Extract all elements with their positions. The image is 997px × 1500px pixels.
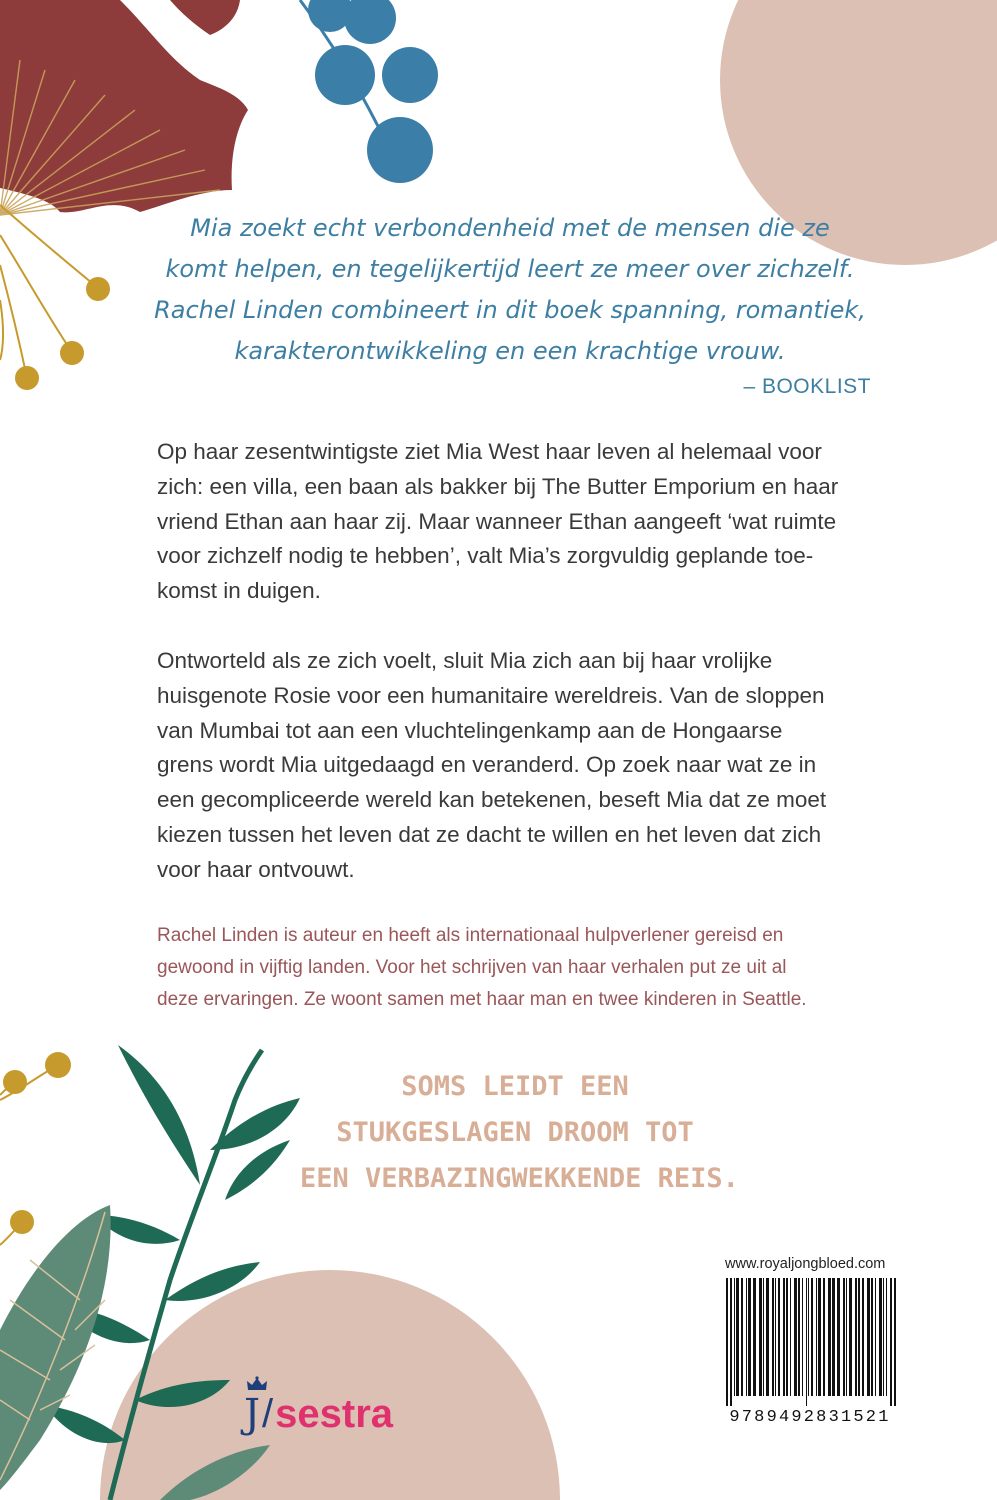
blurb-line: kiezen tussen het leven dat ze dacht te willen en het leven dat zich [157, 821, 822, 847]
logo-j [244, 1376, 260, 1436]
barcode-bar [790, 1278, 791, 1396]
barcode-bar [849, 1278, 852, 1396]
barcode-bar [846, 1278, 847, 1396]
barcode-bar [741, 1278, 743, 1396]
blurb-paragraph-1 [157, 435, 857, 609]
quote-line: Mia zoekt echt verbondenheid met de mensen die ze [190, 214, 830, 242]
blurb-paragraph-2 [157, 644, 857, 888]
bio-line: Rachel Linden is auteur en heeft als internationaal hulpverlener gereisd en [157, 925, 784, 946]
barcode-bar [837, 1278, 840, 1396]
barcode-bar [828, 1278, 831, 1396]
bio-line: deze ervaringen. Ze woont samen met haar man en twee kinderen in Seattle. [157, 989, 807, 1010]
blurb-line: zich: een villa, een baan als bakker bij The Butter Emporium en haar [157, 473, 839, 499]
tagline-line: SOMS LEIDT EEN [401, 1071, 629, 1102]
blurb-line: vriend Ethan aan haar zij. Maar wanneer Ethan aangeeft ‘wat ruimte [157, 508, 837, 534]
barcode-bar [823, 1278, 825, 1396]
barcode-bar [832, 1278, 835, 1396]
barcode-bar [806, 1278, 807, 1406]
barcode-bar [794, 1278, 797, 1396]
eucalyptus-branch-icon [300, 0, 438, 183]
barcode-bar [855, 1278, 857, 1396]
bio-line: gewoond in vijftig landen. Voor het schrijven van haar verhalen put ze uit al [157, 957, 787, 978]
barcode-bar [890, 1278, 892, 1406]
barcode-bar [778, 1278, 780, 1396]
barcode-bar [736, 1278, 739, 1396]
tagline-line: STUKGESLAGEN DROOM TOT [336, 1117, 694, 1148]
barcode-bars-icon [712, 1278, 908, 1406]
isbn-number: 9789492831521 [729, 1408, 891, 1427]
barcode-bar [734, 1278, 735, 1396]
blurb-line: voor haar ontvouwt. [157, 856, 355, 882]
barcode-bar [730, 1278, 732, 1406]
blurb-line: voor zichzelf nodig te hebben’, valt Mia’s zorgvuldig geplande toe- [157, 543, 814, 569]
barcode-bar [759, 1278, 762, 1396]
barcode-bar [875, 1278, 876, 1396]
blurb-line: Ontworteld als ze zich voelt, sluit Mia zich aan bij haar vrolijke [157, 648, 773, 673]
tagline-line: EEN VERBAZINGWEKKENDE REIS. [300, 1163, 739, 1194]
barcode-bar [843, 1278, 845, 1396]
barcode-bar [818, 1278, 821, 1396]
barcode-bar [886, 1278, 887, 1396]
berry-dots-bottom [3, 1052, 71, 1234]
barcode-bar [871, 1278, 873, 1396]
blurb-line: huisgenote Rosie voor een humanitaire wereldreis. Van de sloppen [157, 682, 825, 708]
barcode-bar [746, 1278, 747, 1396]
barcode-bar [811, 1278, 813, 1396]
barcode-bar [879, 1278, 882, 1396]
barcode-bar [753, 1278, 756, 1396]
barcode-bar [775, 1278, 776, 1396]
blurb-line: grens wordt Mia uitgedaagd en veranderd. Op zoek naar wat ze in [157, 752, 817, 778]
quote-line: karakterontwikkeling en een krachtige vrouw. [234, 337, 786, 365]
publisher-url: www.royaljongbloed.com [725, 1256, 886, 1272]
barcode-bar [783, 1278, 785, 1396]
barcode-bar [772, 1278, 774, 1396]
isbn-barcode [712, 1278, 908, 1438]
barcode-bar [786, 1278, 788, 1396]
blurb-line: komst in duigen. [157, 578, 321, 604]
blurb-line: een gecompliceerde wereld kan betekenen, beseft Mia dat ze moet [157, 787, 827, 813]
barcode-bar [862, 1278, 864, 1396]
barcode-bar [748, 1278, 751, 1396]
barcode-bar [726, 1278, 728, 1406]
ginkgo-leaf-icon [0, 0, 248, 215]
barcode-bar [867, 1278, 870, 1396]
quote-line: Rachel Linden combineert in dit boek spanning, romantiek, [154, 296, 866, 324]
barcode-bar [816, 1278, 817, 1396]
barcode-bar [883, 1278, 884, 1396]
berry-dots-top [15, 277, 110, 390]
crown-icon [246, 1376, 268, 1392]
barcode-bar [766, 1278, 769, 1396]
publisher-logo [244, 1376, 393, 1436]
quote-line: komt helpen, en tegelijkertijd leert ze meer over zichzelf. [165, 255, 855, 283]
logo-slash: / [262, 1392, 274, 1436]
barcode-bar [802, 1278, 803, 1396]
author-bio [157, 920, 877, 1016]
review-quote [150, 208, 870, 372]
quote-source: – BOOKLIST [743, 375, 871, 398]
barcode-bar [808, 1278, 809, 1396]
tagline [300, 1064, 739, 1202]
barcode-bar [894, 1278, 896, 1406]
logo-wordmark: sestra [275, 1392, 394, 1436]
logo-letter: J [244, 1391, 261, 1437]
barcode-bar [858, 1278, 860, 1396]
barcode-bar [763, 1278, 764, 1396]
blurb-line: van Mumbai tot aan een vluchtelingenkamp aan de Hongaarse [157, 717, 783, 743]
blurb-line: Op haar zesentwintigste ziet Mia West haar leven al helemaal voor [157, 439, 822, 464]
barcode-bar [798, 1278, 800, 1396]
